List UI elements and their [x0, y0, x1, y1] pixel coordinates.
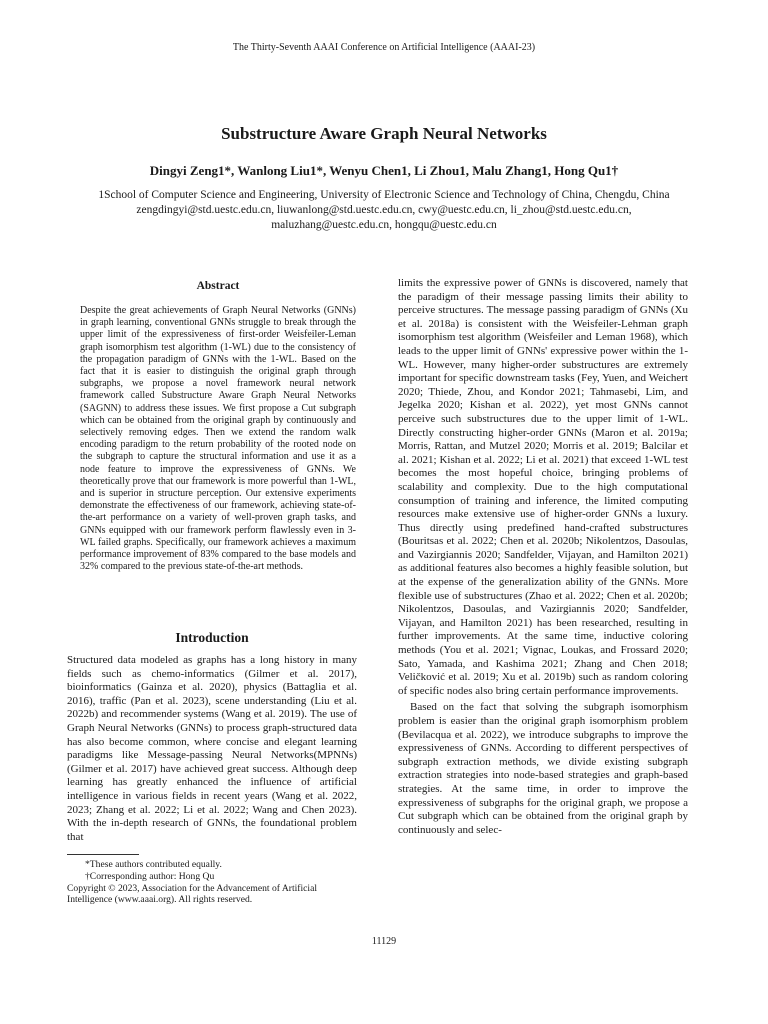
footnote-rule — [67, 854, 139, 855]
footnote-equal-contribution: *These authors contributed equally. — [85, 859, 222, 870]
copyright-notice: Copyright © 2023, Association for the Advancement of Artificial Intelligence (www.aaai.org). All rights reserved. — [67, 882, 318, 906]
introduction-paragraph: Structured data modeled as graphs has a long history in many fields such as chemo-informatics (Gilmer et al. 2017), bioinformatics (Gainza et al. 2020), physics (Battaglia et al. 2016), traffic (Pan et al. 2023), scene understanding (Liu et al. 2022b) and recommender systems (Wang et al. 2019). The use of Graph Neural Networks (GNNs) to process graph-structured data has also become common, where concise and elegant learning paradigms like Message-passing Neural Networks(MPNNs) (Gilmer et al. 2017) have achieved great success. Although deep learning has greatly enhanced the influence of artificial intelligence in various fields in recent years (Wang et al. 2022, 2023; Zhang et al. 2022; Li et al. 2022; Wang and Chen 2023). With the in-depth research of GNNs, the foundational problem that — [67, 654, 357, 843]
page-number: 11129 — [371, 936, 397, 947]
conference-header: The Thirty-Seventh AAAI Conference on Artificial Intelligence (AAAI-23) — [232, 42, 536, 53]
introduction-heading: Introduction — [175, 630, 249, 645]
paper-title: Substructure Aware Graph Neural Networks — [221, 124, 547, 143]
footnotes — [67, 859, 357, 906]
affiliation-block — [40, 188, 728, 233]
email-line-1: zengdingyi@std.uestc.edu.cn, liuwanlong@std.uestc.edu.cn, cwy@uestc.edu.cn, li_zhou@std.uestc.edu.cn, — [136, 204, 632, 216]
abstract-heading: Abstract — [196, 280, 240, 292]
email-line-2: maluzhang@uestc.edu.cn, hongqu@uestc.edu.cn — [271, 219, 497, 231]
affiliation: 1School of Computer Science and Engineering, University of Electronic Science and Technology of China, Chengdu, China — [98, 189, 670, 201]
right-column — [398, 277, 688, 837]
abstract-text: Despite the great achievements of Graph Neural Networks (GNNs) in graph learning, conventional GNNs struggle to break through the upper limit of the expressiveness of first-order Weisfeiler-Leman graph isomorphism test algorithm (1-WL) due to the consistency of the propagation paradigm of GNNs with the 1-WL. Based on the fact that it is easier to distinguish the original graph through subgraphs, we propose a novel framework neural network framework called Substructure Aware Graph Neural Networks (SAGNN) to address these issues. We first propose a Cut subgraph which can be obtained from the original graph by continuously and selectively removing edges. Then we extend the random walk encoding paradigm to the return probability of the rooted node on the subgraph to capture the structural information and use it as a node feature to improve the expressiveness of GNNs. We theoretically prove that our framework is more powerful than 1-WL, and is superior in structure perception. Our extensive experiments demonstrate the effectiveness of our framework, achieving state-of-the-art performance on a variety of well-proven graph tasks, and GNNs equipped with our framework perform flawlessly even in 3-WL failed graphs. Specifically, our framework achieves a maximum performance improvement of 83% compared to the base models and 32% compared to the previous state-of-the-art methods. — [80, 305, 356, 573]
right-column-paragraph-2: Based on the fact that solving the subgraph isomorphism problem is easier than the original graph isomorphism problem (Bevilacqua et al. 2022), we introduce subgraphs to improve the expressiveness of GNNs. According to different perspectives of subgraph extraction methods, we divide existing subgraph extraction strategies into node-based strategies and graph-based strategies. At the same time, in order to improve the expressiveness of subgraphs for the original graph, we propose a Cut subgraph which can be obtained from the original graph by continuously and selec- — [398, 701, 688, 836]
right-column-paragraph-1: limits the expressive power of GNNs is discovered, namely that the paradigm of their message passing limits their ability to perceive structures. The message passing paradigm of GNNs (Xu et al. 2018a) is consistent with the Weisfeiler-Lehman graph isomorphism test algorithm (Weisfeiler and Leman 1968), which leads to the upper limit of GNNs' expressive power within the 1-WL. However, many higher-order substructures are extremely important for specific downstream tasks (Fey, Yuen, and Weichert 2020; Thiede, Zhou, and Kondor 2021; Tahmasebi, Lim, and Jegelka 2020; Kishan et al. 2022), yet most GNNs cannot perceive such substructures due to the upper limit of 1-WL. Directly constructing higher-order GNNs (Maron et al. 2019a; Morris, Rattan, and Mutzel 2020; Morris et al. 2019; Balcilar et al. 2021; Kishan et al. 2022; Li et al. 2021) that exceed 1-WL test becomes the most hopeful choice, bringing problems of scalability and complexity. Due to the high computational consumption of training and inference, the limited computing resources make extensive use of higher-order GNNs a luxury. Thus directly using predefined hand-crafted substructures (Bouritsas et al. 2022; Chen et al. 2020b; Nikolentzos, Dasoulas, and Vazirgiannis 2020; Sandfelder, Vijayan, and Hamilton 2021) as additional features also becomes a highly feasible solution, but at the expense of the generalization ability of the GNNs. More flexible use of substructures (Zhao et al. 2022; Chen et al. 2020b; Nikolentzos, Dasoulas, and Vazirgiannis 2020; Sandfelder, Vijayan, and Hamilton 2021) has been researched, resulting in further improvements. At the same time, inductive coloring methods (You et al. 2021; Vignac, Loukas, and Frossard 2020; Sato, Yamada, and Kashima 2021; Zhang and Chen 2018; Veličković et al. 2019; Xu et al. 2019b) such as random coloring of specific nodes also bring certain performance improvements. — [398, 277, 688, 697]
author-list: Dingyi Zeng1*, Wanlong Liu1*, Wenyu Chen1, Li Zhou1, Malu Zhang1, Hong Qu1† — [149, 163, 619, 178]
introduction-section — [67, 630, 357, 844]
abstract-section — [80, 280, 356, 573]
footnote-corresponding-author: †Corresponding author: Hong Qu — [85, 870, 215, 882]
